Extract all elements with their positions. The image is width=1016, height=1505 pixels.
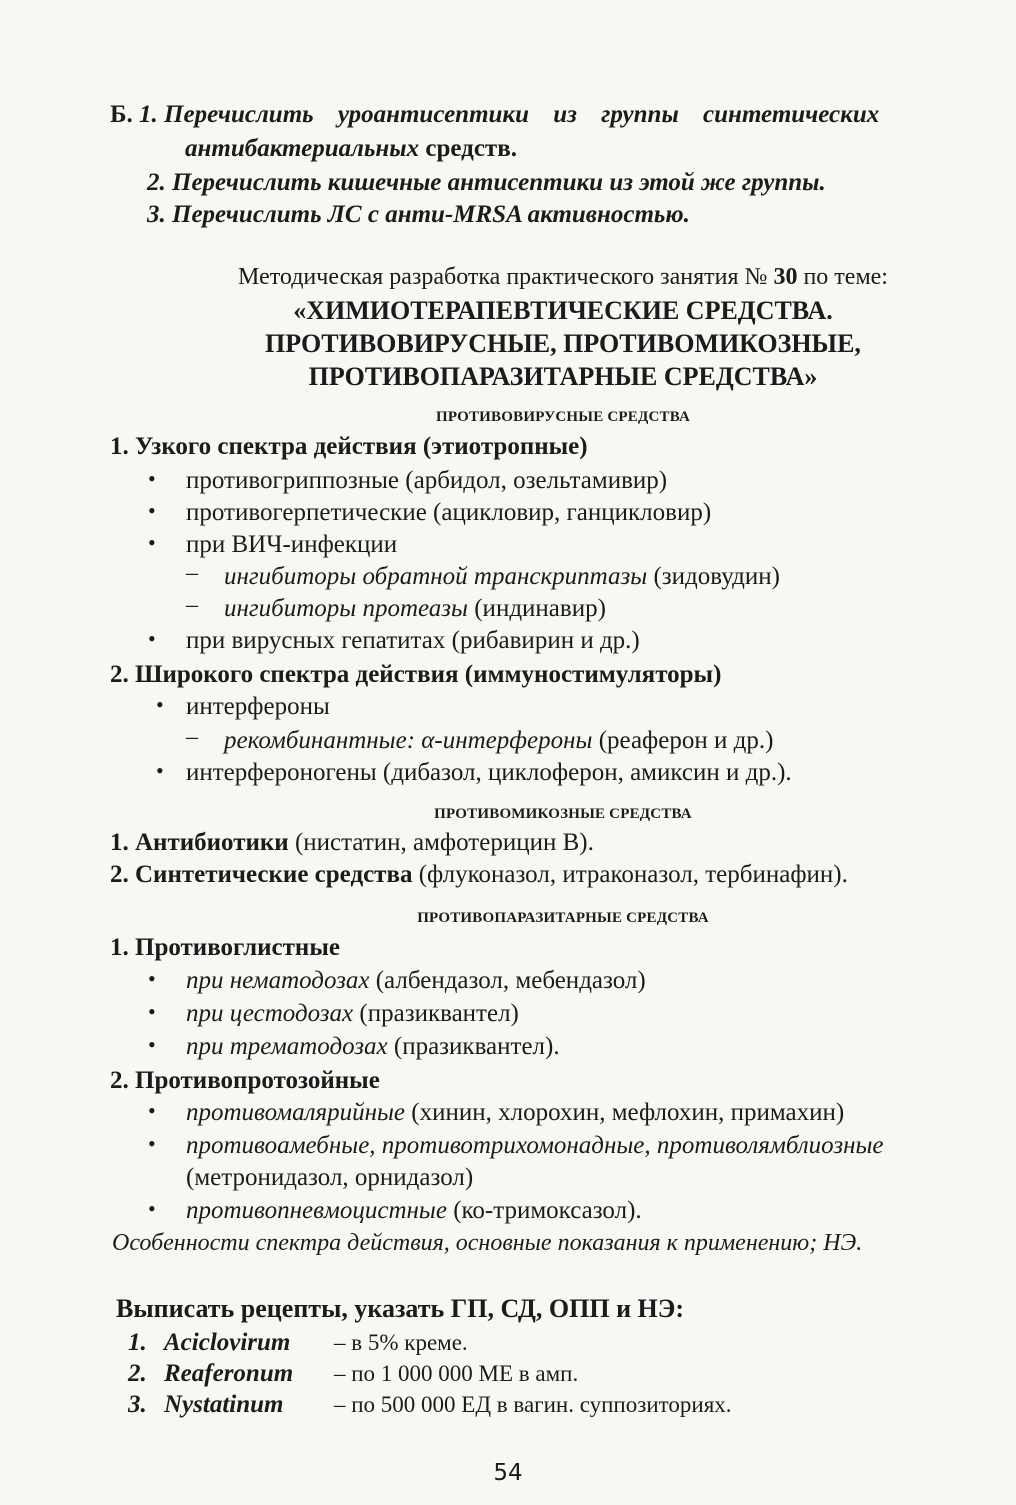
g2-sub-italic: рекомбинантные: α-интерфероны — [224, 727, 593, 754]
recipe-2-drug: Reaferonum — [164, 1360, 294, 1387]
bullet-icon: • — [156, 692, 164, 717]
recipe-1-form: – в 5% креме. — [334, 1330, 468, 1355]
recipe-2-form: – по 1 000 000 МЕ в амп. — [334, 1361, 579, 1386]
dash-icon: – — [186, 724, 198, 750]
antiviral-group-1: 1. Узкого спектра действия (этиотропные) — [110, 433, 588, 460]
task-b-label: Б. — [110, 101, 133, 128]
recipe-3-num: 3. — [128, 1391, 147, 1418]
antiviral-g2-sub — [224, 726, 773, 756]
lesson-intro-post: по теме: — [803, 264, 888, 290]
recipes-heading: Выписать рецепты, указать ГП, СД, ОПП и НЭ: — [116, 1294, 685, 1323]
g2-sub-plain: (реаферон и др.) — [598, 727, 774, 754]
bullet-icon: • — [148, 1131, 156, 1156]
dash-icon: – — [186, 560, 198, 586]
antiviral-group-2: 2. Широкого спектра действия (иммуностимуляторы) — [110, 661, 722, 688]
recipe-3-drug: Nystatinum — [164, 1391, 284, 1418]
antiparasitic-g2-item-3 — [186, 1196, 642, 1226]
antiparasitic-g2-item-2-plain: (метронидазол, орнидазол) — [186, 1164, 474, 1191]
antiviral-g1-item-1: противогриппозные (арбидол, озельтамивир) — [186, 467, 668, 494]
lesson-title-line-3: ПРОТИВОПАРАЗИТАРНЫЕ СРЕДСТВА» — [308, 362, 818, 391]
antifungal-item-1-plain: (нистатин, амфотерицин В). — [294, 829, 594, 856]
task-b-q1 — [110, 100, 1010, 130]
task-b-q2: 2. Перечислить кишечные антисептики из этой же группы. — [147, 169, 826, 196]
task-b-q1-cont — [185, 134, 517, 164]
bullet-icon: • — [148, 1196, 156, 1221]
antifungal-heading: ПРОТИВОМИКОЗНЫЕ СРЕДСТВА — [434, 806, 692, 822]
hiv-sub-2-plain: (индинавир) — [474, 595, 606, 622]
bullet-icon: • — [148, 530, 156, 555]
g1-item-1-plain: (албендазол, мебендазол) — [375, 967, 646, 994]
g1-item-3-plain: (празиквантел). — [393, 1033, 560, 1060]
bullet-icon: • — [148, 966, 156, 991]
antiviral-g1-item-3: при ВИЧ-инфекции — [186, 531, 398, 558]
antiviral-hiv-sub-2 — [224, 594, 606, 624]
task-b-q3: 3. Перечислить ЛС с анти-MRSA активностью. — [147, 201, 690, 228]
antifungal-item-2 — [110, 860, 848, 890]
antiparasitic-g2-item-1 — [186, 1098, 844, 1128]
lesson-title-line-2: ПРОТИВОВИРУСНЫЕ, ПРОТИВОМИКОЗНЫЕ, — [265, 329, 861, 358]
bullet-icon: • — [148, 1032, 156, 1057]
recipe-2-num: 2. — [128, 1360, 147, 1387]
g1-item-2-italic: при цестодозах — [186, 1000, 354, 1027]
antiparasitic-g2-item-2-italic: противоамебные, противотрихомонадные, противолямблиозные — [186, 1132, 884, 1159]
task-b-q1-text-b: антибактериальных — [185, 135, 420, 162]
lesson-title-line-1: «ХИМИОТЕРАПЕВТИЧЕСКИЕ СРЕДСТВА. — [293, 296, 833, 325]
bullet-icon: • — [148, 1098, 156, 1123]
antiparasitic-g1-item-2 — [186, 999, 519, 1029]
bullet-icon: • — [148, 466, 156, 491]
antiviral-g2-item-2: интерфероногены (дибазол, циклоферон, амиксин и др.). — [186, 759, 792, 786]
antifungal-item-2-bold: 2. Синтетические средства — [110, 861, 413, 888]
lesson-number: 30 — [773, 264, 798, 290]
antiparasitic-group-1: 1. Противоглистные — [110, 934, 340, 961]
g1-item-3-italic: при трематодозах — [186, 1033, 388, 1060]
g1-item-2-plain: (празиквантел) — [359, 1000, 519, 1027]
antiviral-g2-item-1: интерфероны — [186, 693, 330, 720]
hiv-sub-1-italic: ингибиторы обратной транскриптазы — [224, 563, 648, 590]
lesson-intro — [110, 262, 1016, 292]
bullet-icon: • — [148, 626, 156, 651]
antiparasitic-g1-item-1 — [186, 966, 646, 996]
g2-item-3-italic: противопневмоцистные — [186, 1197, 447, 1224]
antiparasitic-group-2: 2. Противопротозойные — [110, 1067, 380, 1094]
antiviral-hiv-sub-1 — [224, 562, 780, 592]
page-number: 54 — [493, 1460, 523, 1486]
g2-item-1-plain: (хинин, хлорохин, мефлохин, примахин) — [411, 1099, 845, 1126]
task-b-q1-text: Перечислить уроантисептики из группы синтетических — [164, 101, 880, 128]
antifungal-item-1 — [110, 828, 594, 858]
task-b-q1-num: 1. — [139, 101, 158, 128]
recipe-1-drug: Aciclovirum — [164, 1329, 291, 1356]
bullet-icon: • — [148, 999, 156, 1024]
antifungal-item-2-plain: (флуконазол, итраконазол, тербинафин). — [418, 861, 848, 888]
hiv-sub-2-italic: ингибиторы протеазы — [224, 595, 468, 622]
dash-icon: – — [186, 592, 198, 618]
antiviral-g1-item-2: противогерпетические (ацикловир, ганцикловир) — [186, 499, 712, 526]
hiv-sub-1-plain: (зидовудин) — [653, 563, 780, 590]
antiparasitic-note: Особенности спектра действия, основные показания к применению; НЭ. — [112, 1230, 863, 1256]
g1-item-1-italic: при нематодозах — [186, 967, 370, 994]
antiparasitic-heading: ПРОТИВОПАРАЗИТАРНЫЕ СРЕДСТВА — [417, 910, 709, 926]
lesson-intro-pre: Методическая разработка практического занятия № — [238, 264, 768, 290]
antiviral-heading: ПРОТИВОВИРУСНЫЕ СРЕДСТВА — [435, 409, 691, 425]
task-b-q1-text-c: средств. — [425, 135, 517, 162]
bullet-icon: • — [156, 758, 164, 783]
bullet-icon: • — [148, 498, 156, 523]
g2-item-1-italic: противомалярийные — [186, 1099, 406, 1126]
antiviral-g1-item-4: при вирусных гепатитах (рибавирин и др.) — [186, 627, 640, 654]
g2-item-3-plain: (ко-тримоксазол). — [453, 1197, 642, 1224]
antifungal-item-1-bold: 1. Антибиотики — [110, 829, 289, 856]
recipe-3-form: – по 500 000 ЕД в вагин. суппозиториях. — [334, 1392, 732, 1417]
antiparasitic-g1-item-3 — [186, 1032, 560, 1062]
recipe-1-num: 1. — [128, 1329, 147, 1356]
